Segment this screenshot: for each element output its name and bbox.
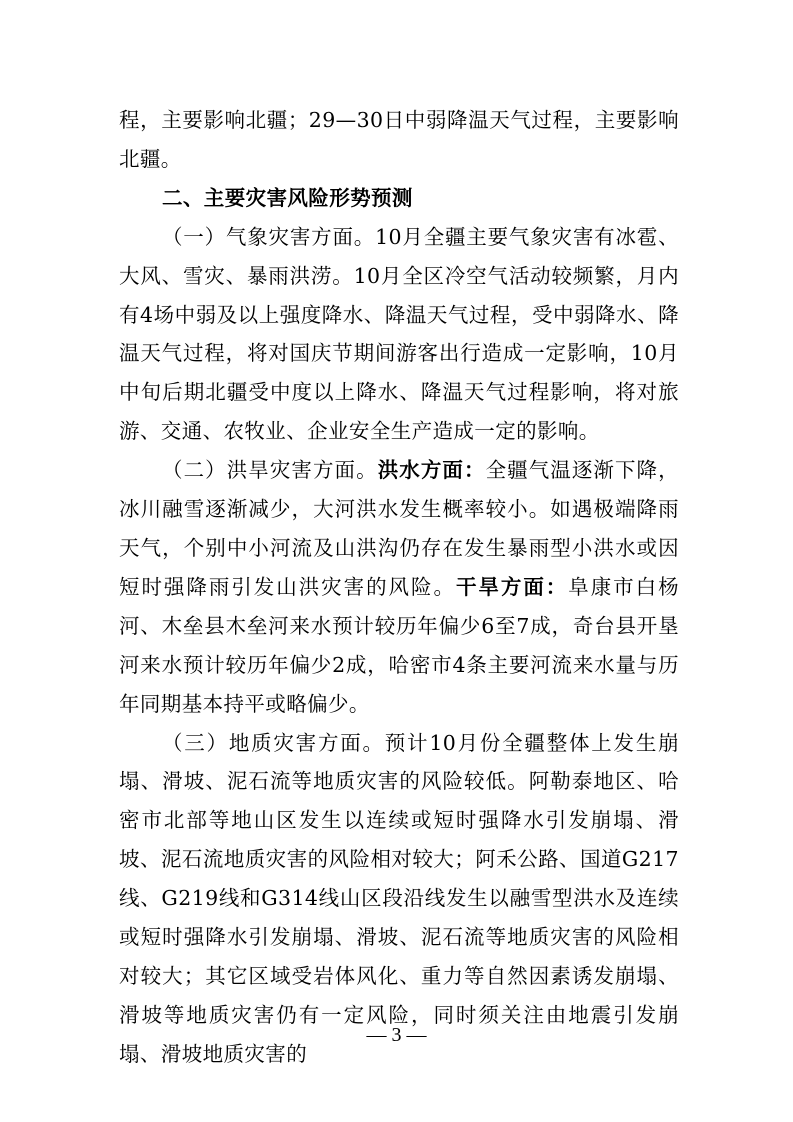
section-heading: 二、主要灾害风险形势预测 [162, 185, 413, 210]
flood-label: 洪水方面： [377, 458, 486, 483]
page-number: — 3 — [366, 1024, 427, 1046]
paragraph-continuation: 程，主要影响北疆；29—30日中弱降温天气过程，主要影响北疆。 [119, 108, 679, 171]
paragraph-flood-drought [119, 451, 679, 723]
body-text [119, 101, 679, 1074]
drought-label: 干旱方面： [455, 574, 569, 599]
flood-text: 全疆气温逐渐下降，冰川融雪逐渐减少，大河洪水发生概率较小。如遇极端降雨天气，个别中小河流及山洪沟仍存在发生暴雨型小洪水或因短时强降雨引发山洪灾害的风险。 [119, 458, 680, 599]
paragraph-weather-hazards: （一）气象灾害方面。10月全疆主要气象灾害有冰雹、大风、雪灾、暴雨洪涝。10月全区冷空气活动较频繁，月内有4场中弱及以上强度降水、降温天气过程，受中弱降水、降温天气过程，将对国庆节期间游客出行造成一定影响，10月中旬后期北疆受中度以上降水、降温天气过程影响，将对旅游、交通、农牧业、企业安全生产造成一定的影响。 [119, 224, 679, 444]
flood-drought-intro: （二）洪旱灾害方面。 [162, 458, 378, 483]
drought-text: 阜康市白杨河、木垒县木垒河来水预计较历年偏少6至7成，奇台县开垦河来水预计较历年偏少2成，哈密市4条主要河流来水量与历年同期基本持平或略偏少。 [119, 574, 679, 716]
paragraph-geological-hazards: （三）地质灾害方面。预计10月份全疆整体上发生崩塌、滑坡、泥石流等地质灾害的风险较低。阿勒泰地区、哈密市北部等地山区发生以连续或短时强降水引发崩塌、滑坡、泥石流地质灾害的风险相对较大；阿禾公路、国道G217线、G219线和G314线山区段沿线发生以融雪型洪水及连续或短时强降水引发崩塌、滑坡、泥石流等地质灾害的风险相对较大；其它区域受岩体风化、重力等自然因素诱发崩塌、滑坡等地质灾害仍有一定风险，同时须关注由地震引发崩塌、滑坡地质灾害的 [119, 730, 679, 1066]
